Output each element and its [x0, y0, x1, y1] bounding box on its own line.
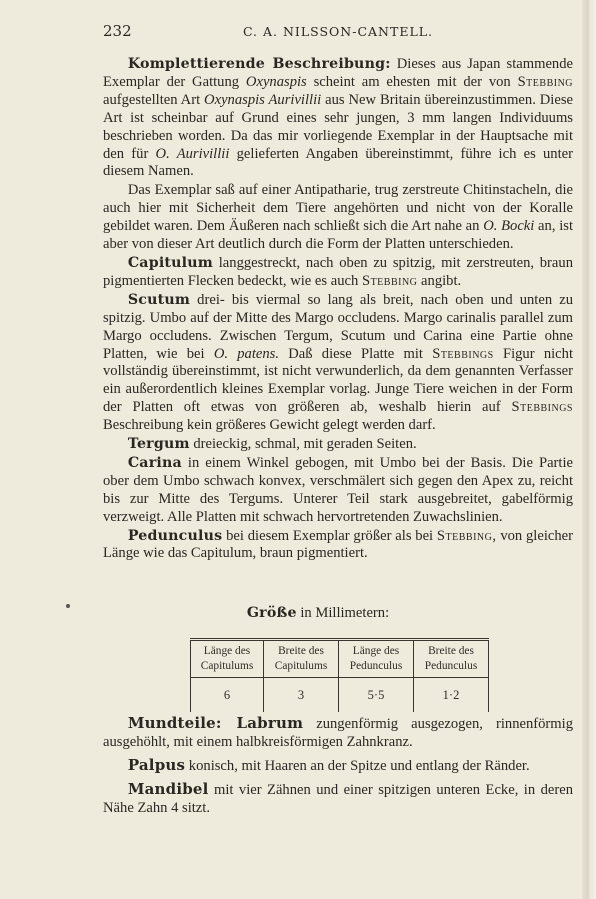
text-run: mit vier Zähnen und einer spitzigen unteren Ecke, in deren Nähe Zahn 4 sitzt.: [103, 781, 573, 816]
paragraphs-paragraph: [103, 528, 573, 564]
running-header: [103, 22, 573, 42]
table-caption-heading: Größe: [246, 605, 297, 621]
table-caption-text: in Millimetern:: [296, 605, 390, 621]
paragraph-heading: Tergum: [127, 436, 190, 453]
paragraph-heading: Komplettierende Beschreibung:: [127, 56, 391, 72]
text-run: Das Exemplar saß auf einer Antipatharie, trug zerstreute Chitinstacheln, die auch hier mit Sicherheit dem Tiere angehörten und nicht von der Koralle gebildet waren. Dem Äußeren nach schließt sich die Art nahe an: [103, 182, 573, 235]
after-paragraph: [103, 715, 573, 752]
value-breite-capitulum: 3: [264, 678, 339, 713]
value-breite-pedunculus: 1·2: [414, 678, 489, 713]
text-run: bei diesem Exemplar größer als bei: [222, 527, 437, 544]
size-table-header-row: [191, 641, 489, 678]
text-run: dreieckig, schmal, mit geraden Seiten.: [189, 436, 417, 453]
italic-taxon-name: O. patens.: [213, 345, 279, 362]
running-head-author: C. A. NILSSON-CANTELL.: [242, 24, 434, 39]
paragraph-heading: Mandibel: [127, 779, 209, 798]
paragraph-heading: Carina: [127, 454, 182, 471]
paragraphs-paragraph: [103, 255, 573, 291]
text-run: aus New Britain übereinzustimmen. Diese Art ist scheinbar auf Grund eines sehr jungen, 3 mm langen Individuums beschrieben worden. Da das mir vorliegende Exemplar in der Hauptsache mit den für: [103, 91, 573, 162]
text-run: Daß diese Platte mit: [279, 345, 433, 362]
paragraphs-paragraph: [103, 292, 573, 435]
text-run: drei- bis viermal so lang als breit, nach oben und unten zu spitzig. Umbo auf der Mitte des Margo occludens. Margo carinalis parallel zum Margo occludens. Zwischen Tergum, Scutum und Carina eine Partie ohne Platten, wie bei: [103, 291, 573, 362]
mouthparts-text: [103, 715, 573, 818]
text-run: zungenförmig ausgezogen, rinnenförmig ausgehöhlt, mit einem halbkreisförmigen Zahnkranz.: [103, 716, 573, 750]
col-header-breite-pedunculus: Breite des Pedunculus: [414, 641, 489, 678]
after-paragraph: [103, 757, 573, 776]
after-paragraph: [103, 781, 573, 818]
value-laenge-capitulum: 6: [191, 678, 264, 713]
table-caption: [0, 605, 596, 622]
text-run: an, ist aber von dieser Art deutlich durch die Form der Platten unterschieden.: [103, 218, 573, 253]
text-run: aufgestellten Art: [103, 91, 205, 108]
size-table: [190, 638, 489, 712]
text-run: scheint am ehesten mit der von: [306, 73, 518, 90]
small-caps-author-name: Stebbing,: [436, 527, 497, 544]
italic-taxon-name: Oxynaspis Aurivillii: [204, 91, 322, 108]
italic-taxon-name: O. Aurivillii: [155, 145, 230, 162]
col-header-breite-capitulum: Breite des Capitulums: [264, 641, 339, 678]
italic-taxon-name: O. Bocki: [483, 218, 535, 235]
paragraphs-paragraph: [103, 455, 573, 527]
text-run: von gleicher Länge wie das Capitulum, braun pigmentiert.: [103, 527, 574, 562]
size-table-value-row: [191, 678, 489, 713]
small-caps-author-name: Stebbing: [361, 272, 418, 289]
small-caps-author-name: Stebbings: [432, 345, 494, 362]
page-number: 232: [103, 22, 132, 40]
text-run: konisch, mit Haaren an der Spitze und entlang der Ränder.: [185, 757, 530, 774]
paragraph-heading: Scutum: [127, 291, 191, 308]
paragraphs-paragraph: [103, 436, 573, 454]
paragraph-heading: Palpus: [127, 755, 186, 774]
paragraph-heading: Mundteile: Labrum: [127, 714, 304, 732]
text-run: langgestreckt, nach oben zu spitzig, mit zerstreuten, braun pigmentierten Flecken bedeckt, wie es auch: [103, 254, 573, 289]
paragraphs-paragraph: [103, 56, 573, 181]
value-laenge-pedunculus: 5·5: [339, 678, 414, 713]
italic-taxon-name: Oxynaspis: [245, 73, 307, 90]
col-header-laenge-capitulum: Länge des Capitulums: [191, 641, 264, 678]
col-header-laenge-pedunculus: Länge des Pedunculus: [339, 641, 414, 678]
small-caps-author-name: Stebbings: [511, 399, 573, 416]
text-run: Beschreibung kein größeres Gewicht gelegt werden darf.: [103, 417, 436, 434]
paragraph-heading: Capitulum: [127, 254, 213, 271]
text-run: angibt.: [417, 272, 462, 289]
paragraphs-paragraph: [103, 182, 573, 254]
body-text: [103, 56, 573, 563]
text-run: gelieferten Angaben übereinstimmt, führe ich es unter diesem Namen.: [103, 145, 573, 180]
small-caps-author-name: Stebbing: [517, 73, 574, 90]
scan-speck: [66, 604, 70, 608]
paragraph-heading: Pedunculus: [127, 527, 223, 544]
text-run: Figur nicht vollständig übereinstimmt, ist nicht verwunderlich, da dem genannten Verfasser ein außerordentlich kleines Exemplar vorlag. Junge Tiere weichen in der Form der Platten oft etwas von größeren ab, weshalb hierin auf: [103, 345, 574, 416]
text-run: in einem Winkel gebogen, mit Umbo bei der Basis. Die Partie ober dem Umbo schwach konvex, verschmälert sich gegen den Apex zu, reicht bis zur Mitte des Tergums. Unterer Teil stark ausgebreitet, gabelförmig verzweigt. Alle Platten mit schwach hervortretenden Zuwachslinien.: [103, 454, 573, 525]
page-edge-shadow: [582, 0, 596, 899]
text-run: Dieses aus Japan stammende Exemplar der Gattung: [103, 56, 573, 90]
